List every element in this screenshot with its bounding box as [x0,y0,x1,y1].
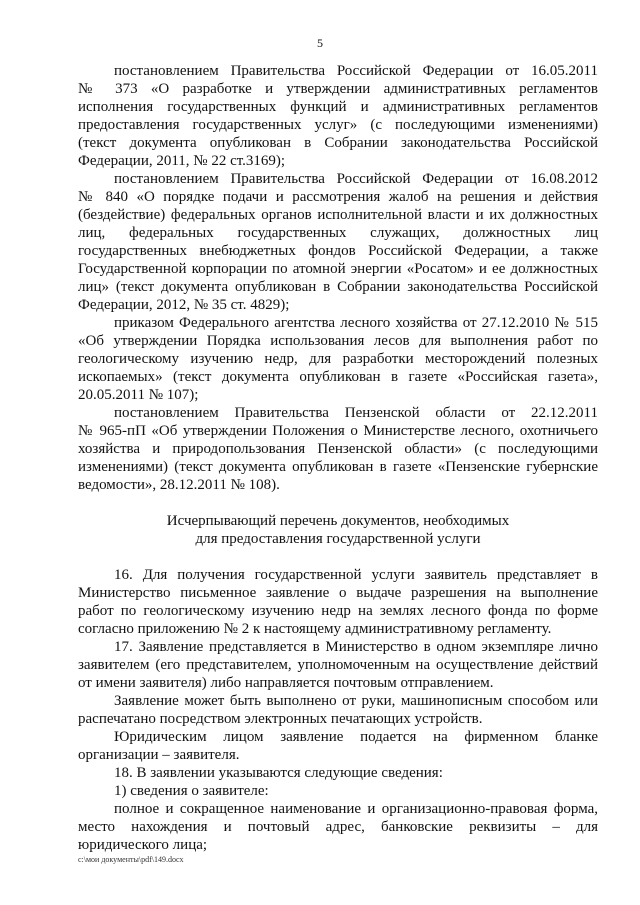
text-line: 17. Заявление представляется в Министерство в одном экземпляре лично [114,639,598,655]
text-line: (бездействие) федеральных органов исполнительной власти и их должностных [78,207,598,223]
text-line: исполнения государственных функций и административных регламентов [78,99,598,115]
text-line: Заявление может быть выполнено от руки, машинописным способом или [114,693,598,709]
text-line: заявителем (его представителем, уполномоченным на осуществление действий [78,657,598,673]
text-line: согласно приложению № 2 к настоящему административному регламенту. [78,621,552,637]
text-line: хозяйства и природопользования Пензенской области» (с последующими [78,441,598,457]
footer-file-path: с:\мои документы\pdf\149.docx [78,855,184,864]
text-line: Федерации, 2011, № 22 ст.3169); [78,153,286,169]
text-line: от имени заявителя) либо направляется почтовым отправлением. [78,675,494,691]
section-heading: Исчерпывающий перечень документов, необходимых [166,513,510,529]
text-line: № 965-пП «Об утверждении Положения о Министерстве лесного, охотничьего [78,423,598,439]
text-line: 16. Для получения государственной услуги заявитель представляет в [114,567,598,583]
text-line: «Об утверждении Порядка использования лесов для выполнения работ по [78,333,598,349]
text-line: лиц, федеральных государственных служащих, должностных лиц [78,225,598,241]
document-body [78,62,598,854]
text-line: место нахождения и почтовый адрес, банковские реквизиты – для [78,819,598,835]
text-line: распечатано посредством электронных печатающих устройств. [78,711,483,727]
text-line: предоставления государственных услуг» (с последующими изменениями) [78,117,598,133]
text-line: приказом Федерального агентства лесного хозяйства от 27.12.2010 № 515 [114,315,598,331]
text-line: (текст документа опубликован в Собрании законодательства Российской [78,135,598,151]
text-line: лиц» (текст документа опубликован в Собрании законодательства Российской [78,279,598,295]
text-line: Государственной корпорации по атомной энергии «Росатом» и ее должностных [78,261,598,277]
text-line: № 840 «О порядке подачи и рассмотрения жалоб на решения и действия [78,189,598,205]
text-line: ведомости», 28.12.2011 № 108). [78,477,280,493]
text-line: 20.05.2011 № 107); [78,387,199,403]
text-line: постановлением Правительства Российской Федерации от 16.05.2011 [114,63,598,79]
text-line: организации – заявителя. [78,747,240,763]
text-line: Министерство письменное заявление о выдаче разрешения на выполнение [78,585,598,601]
text-line: геологическому изучению недр, для разработки месторождений полезных [78,351,598,367]
page-number: 5 [317,36,323,50]
text-line: постановлением Правительства Пензенской области от 22.12.2011 [114,405,598,421]
text-line: 1) сведения о заявителе: [114,783,269,799]
section-heading: для предоставления государственной услуги [195,531,481,547]
text-line: 18. В заявлении указываются следующие сведения: [114,765,443,781]
text-line: ископаемых» (текст документа опубликован в газете «Российская газета», [78,369,598,385]
text-line: Федерации, 2012, № 35 ст. 4829); [78,297,290,313]
text-line: работ по геологическому изучению недр на землях лесного фонда по форме [78,603,598,619]
text-line: государственных внебюджетных фондов Российской Федерации, а также [78,243,598,259]
text-line: изменениями) (текст документа опубликован в газете «Пензенские губернские [78,459,598,475]
text-line: № 373 «О разработке и утверждении административных регламентов [78,81,598,97]
text-line: постановлением Правительства Российской Федерации от 16.08.2012 [114,171,598,187]
text-line: полное и сокращенное наименование и организационно-правовая форма, [114,801,598,817]
text-line: юридического лица; [78,837,208,853]
text-line: Юридическим лицом заявление подается на фирменном бланке [114,729,598,745]
